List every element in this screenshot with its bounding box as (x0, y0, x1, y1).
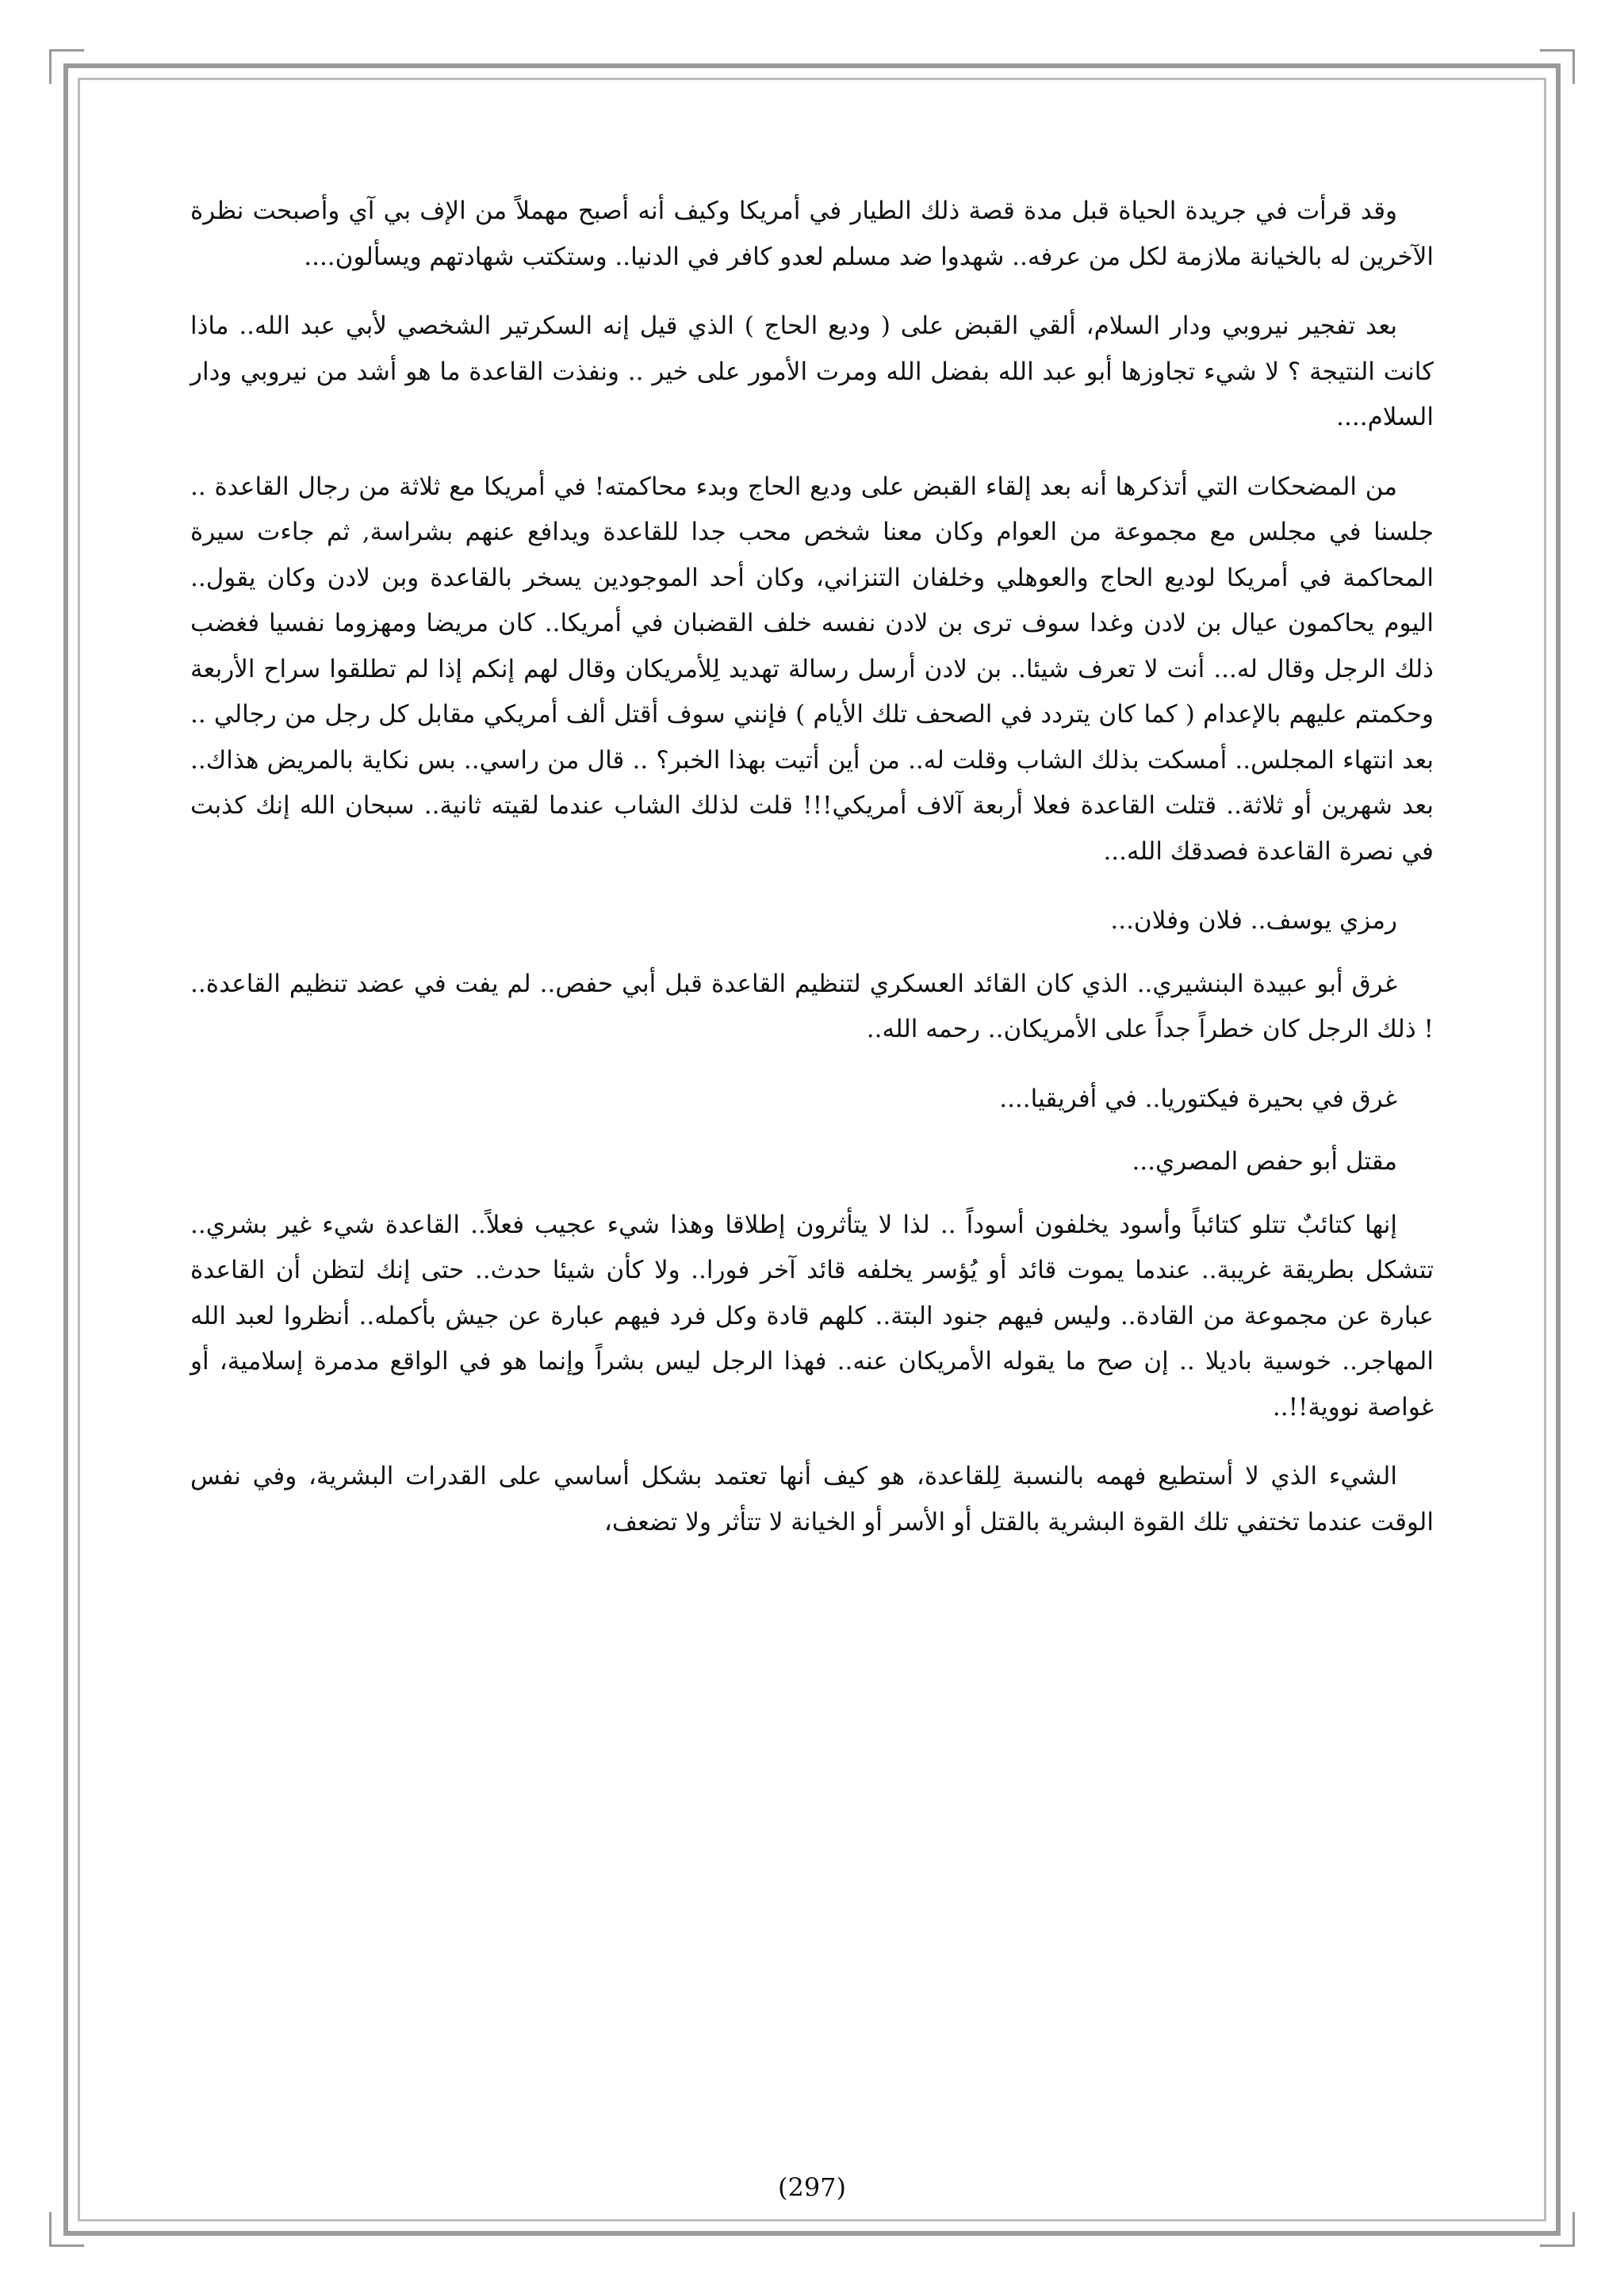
corner-ornament (49, 49, 84, 84)
page-number: (297) (777, 2172, 847, 2202)
paragraph: من المضحكات التي أتذكرها أنه بعد إلقاء القبض على وديع الحاج وبدء محاكمته! في أمريكا مع ثلاثة من رجال القاعدة .. جلسنا في مجلس مع مجموعة من العوام وكان معنا شخص محب جدا للقاعدة ويدافع عنهم بشراسة, ثم جاءت سيرة المحاكمة في أمريكا لوديع الحاج والعوهلي وخلفان التنزاني، وكان أحد الموجودين يسخر بالقاعدة وبن لادن وكان يقول.. اليوم يحاكمون عيال بن لادن وغدا سوف ترى بن لادن نفسه خلف القضبان في أمريكا.. كان مريضا ومهزوما نفسيا فغضب ذلك الرجل وقال له... أنت لا تعرف شيئا.. بن لادن أرسل رسالة تهديد لِلأمريكان وقال لهم إنكم إذا لم تطلقوا سراح الأربعة وحكمتم عليهم بالإعدام ( كما كان يتردد في الصحف تلك الأيام ) فإنني سوف أقتل ألف أمريكي مقابل كل رجل من رجالي .. بعد انتهاء المجلس.. أمسكت بذلك الشاب وقلت له.. من أين أتيت بهذا الخبر؟ .. قال من راسي.. بس نكاية بالمريض هذاك.. بعد شهرين أو ثلاثة.. قتلت القاعدة فعلا أربعة آلاف أمريكي!!! قلت لذلك الشاب عندما لقيته ثانية.. سبحان الله إنك كذبت في نصرة القاعدة فصدقك الله... (190, 472, 1434, 866)
page-body (190, 189, 1434, 1569)
corner-ornament (1540, 2212, 1575, 2247)
paragraph: إنها كتائبٌ تتلو كتائباً وأسود يخلفون أسوداً .. لذا لا يتأثرون إطلاقا وهذا شيء عجيب فعلاً.. القاعدة شيء غير بشري.. تتشكل بطريقة غريبة.. عندما يموت قائد أو يُؤسر يخلفه قائد آخر فورا.. ولا كأن شيئا حدث.. حتى إنك لتظن أن القاعدة عبارة عن مجموعة من القادة.. وليس فيهم جنود البتة.. كلهم قادة وكل فرد فيهم عبارة عن جيش بأكمله.. أنظروا لعبد الله المهاجر.. خوسية باديلا .. إن صح ما يقوله الأمريكان عنه.. فهذا الرجل ليس بشراً وإنما هو في الواقع مدمرة إسلامية، أو غواصة نووية!!.. (190, 1210, 1434, 1422)
paragraph: وقد قرأت في جريدة الحياة قبل مدة قصة ذلك الطيار في أمريكا وكيف أنه أصبح مهملاً من الإف بي آي وأصبحت نظرة الآخرين له بالخيانة ملازمة لكل من عرفه.. شهدوا ضد مسلم لعدو كافر في الدنيا.. وستكتب شهادتهم ويسألون.... (190, 197, 1434, 271)
paragraph: غرق أبو عبيدة البنشيري.. الذي كان القائد العسكري لتنظيم القاعدة قبل أبي حفص.. لم يفت في عضد تنظيم القاعدة.. ! ذلك الرجل كان خطراً جداً على الأمريكان.. رحمه الله.. (190, 969, 1434, 1043)
corner-ornament (49, 2212, 84, 2247)
paragraph: بعد تفجير نيروبي ودار السلام، ألقي القبض على ( وديع الحاج ) الذي قيل إنه السكرتير الشخصي لأبي عبد الله.. ماذا كانت النتيجة ؟ لا شيء تجاوزها أبو عبد الله بفضل الله ومرت الأمور على خير .. ونفذت القاعدة ما هو أشد من نيروبي ودار السلام.... (190, 312, 1434, 431)
paragraph: مقتل أبو حفص المصري... (1132, 1147, 1397, 1176)
paragraph: غرق في بحيرة فيكتوريا.. في أفريقيا.... (999, 1084, 1397, 1113)
paragraph: الشيء الذي لا أستطيع فهمه بالنسبة لِلقاعدة، هو كيف أنها تعتمد بشكل أساسي على القدرات البشرية، وفي نفس الوقت عندما تختفي تلك القوة البشرية بالقتل أو الأسر أو الخيانة لا تتأثر ولا تضعف، (190, 1462, 1434, 1536)
corner-ornament (1540, 49, 1575, 84)
paragraph: رمزي يوسف.. فلان وفلان... (1110, 906, 1397, 935)
